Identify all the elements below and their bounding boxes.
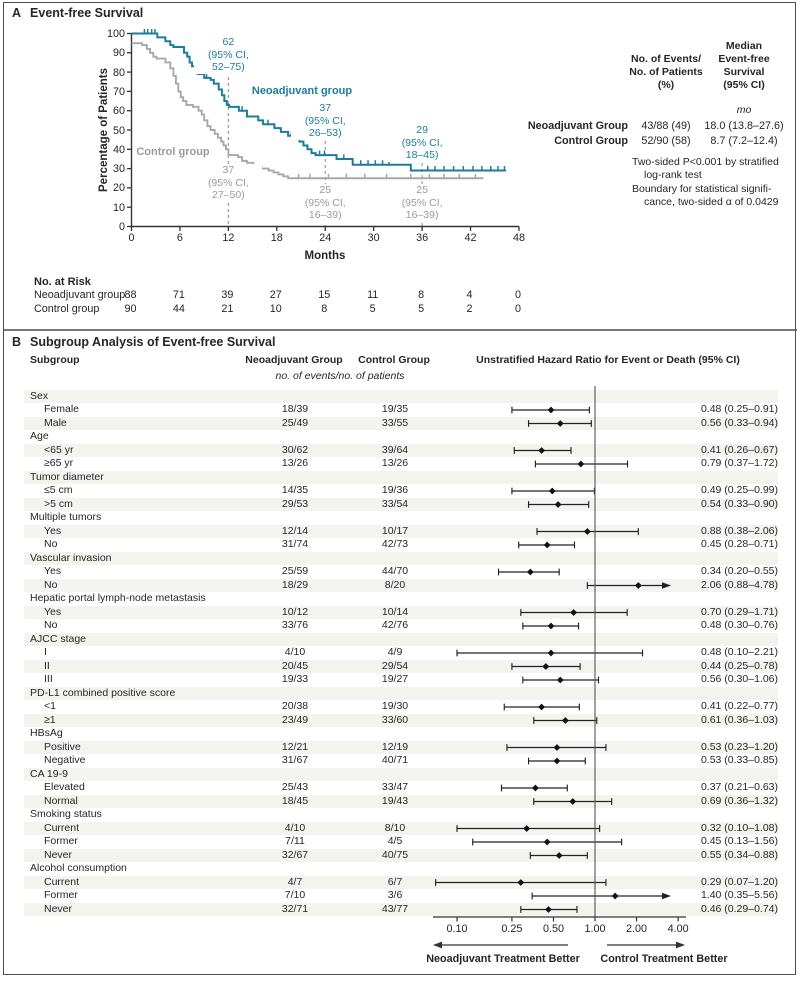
column-header-subgroup: Subgroup	[30, 354, 80, 366]
hr-diamond	[554, 744, 561, 751]
summary-header-line: Event-free	[718, 53, 770, 65]
km-y-tick-label: 60	[112, 105, 125, 118]
at-risk-value: 2	[466, 302, 473, 315]
summary-median-value: 8.7 (7.2–12.4)	[710, 135, 778, 147]
panel-b-title	[12, 335, 275, 349]
control-events-value: 19/27	[381, 673, 409, 685]
control-events-value: 19/30	[381, 700, 409, 712]
hazard-ratio-value: 1.40 (0.35–5.56)	[700, 889, 778, 901]
km-y-tick-label: 70	[112, 85, 125, 98]
km-y-tick-label: 40	[112, 143, 125, 156]
control-events-value: 8/20	[384, 578, 406, 591]
neoadjuvant-events-value: 19/33	[281, 673, 309, 685]
subgroup-row-label: Former	[44, 835, 78, 847]
control-events-value: 44/70	[381, 565, 409, 577]
km-x-tick-label: 48	[512, 232, 525, 244]
at-risk-value: 44	[172, 302, 185, 315]
at-risk-value: 21	[221, 302, 234, 315]
milestone-annotation-line: 29	[416, 124, 428, 136]
at-risk-value: 8	[418, 289, 425, 301]
subgroup-row-label: Sex	[30, 389, 49, 402]
milestone-annotation-line: 62	[222, 36, 235, 48]
subgroup-row-label: CA 19-9	[30, 767, 68, 780]
subgroup-row-label: Male	[44, 416, 67, 429]
at-risk-value: 5	[418, 302, 425, 315]
subgroup-row-label: Negative	[44, 754, 86, 766]
milestone-annotation-control	[388, 184, 456, 222]
km-x-tick-label: 36	[416, 232, 429, 244]
column-header-hazard-ratio: Unstratified Hazard Ratio for Event or Death (95% CI)	[476, 354, 740, 366]
subgroup-row-label: Positive	[44, 740, 81, 753]
hr-diamond	[538, 447, 545, 454]
at-risk-value: 15	[318, 289, 331, 301]
subgroup-row-label: Normal	[44, 794, 78, 807]
at-risk-value: 88	[124, 289, 137, 301]
subgroup-row-label: Female	[44, 403, 80, 415]
control-events-value: 33/54	[381, 497, 409, 510]
hazard-ratio-value: 0.48 (0.30–0.76)	[700, 619, 778, 631]
milestone-annotation-neoadjuvant	[291, 102, 359, 140]
neoadjuvant-events-value: 30/62	[281, 443, 309, 456]
summary-header-line: No. of Events/	[630, 53, 701, 65]
control-events-value: 19/43	[381, 794, 409, 807]
control-better-arrowhead	[676, 942, 685, 949]
subgroup-row-label: I	[44, 646, 47, 658]
subgroup-row-label: Alcohol consumption	[30, 862, 127, 874]
at-risk-row-label: Control group	[34, 302, 100, 315]
panel-a-title	[12, 6, 143, 20]
control-events-value: 19/36	[381, 484, 409, 496]
hr-diamond	[635, 582, 642, 589]
forest-x-tick-label: 4.00	[667, 923, 689, 935]
hr-diamond	[548, 407, 555, 414]
at-risk-value: 11	[367, 289, 379, 301]
subgroup-row-label: Smoking status	[30, 808, 102, 820]
summary-header-line: (%)	[657, 79, 675, 91]
km-y-tick-label: 30	[112, 163, 125, 176]
summary-row-label: Neoadjuvant Group	[527, 120, 628, 132]
subgroup-row-label: <1	[44, 700, 56, 712]
forest-x-tick-label: 2.00	[626, 923, 648, 935]
control-events-value: 8/10	[384, 821, 406, 834]
hazard-ratio-value: 2.06 (0.88–4.78)	[700, 578, 778, 591]
control-events-value: 42/73	[381, 538, 409, 550]
control-events-value: 39/64	[381, 443, 409, 456]
km-x-tick-label: 24	[319, 232, 332, 244]
control-better-label: Control Treatment Better	[600, 953, 728, 965]
hazard-ratio-value: 0.34 (0.20–0.55)	[700, 565, 778, 577]
hazard-ratio-value: 0.56 (0.33–0.94)	[700, 416, 778, 429]
y-axis-label: Percentage of Patients	[98, 68, 110, 192]
hazard-ratio-value: 0.41 (0.26–0.67)	[700, 443, 778, 456]
control-events-value: 4/9	[387, 646, 403, 658]
hr-diamond	[569, 798, 576, 805]
hazard-ratio-value: 0.79 (0.37–1.72)	[700, 457, 778, 469]
hazard-ratio-value: 0.70 (0.29–1.71)	[700, 605, 778, 618]
hr-diamond	[544, 542, 551, 549]
hr-diamond	[577, 461, 584, 468]
milestone-annotation-line: 37	[222, 164, 235, 176]
hazard-ratio-value: 0.56 (0.30–1.06)	[700, 673, 778, 685]
summary-events-value: 52/90 (58)	[641, 135, 691, 147]
summary-header-line: Median	[725, 40, 763, 52]
km-x-tick-label: 30	[367, 232, 380, 244]
at-risk-row-label: Neoadjuvant group	[34, 289, 126, 301]
at-risk-value: 27	[269, 289, 282, 301]
forest-x-tick-label: 0.25	[501, 923, 523, 935]
control-events-value: 12/19	[381, 740, 409, 753]
milestone-annotation-control	[291, 184, 359, 222]
neoadjuvant-better-label: Neoadjuvant Treatment Better	[426, 953, 580, 965]
hr-diamond	[557, 420, 564, 427]
km-x-tick-label: 0	[128, 232, 135, 244]
control-events-value: 6/7	[387, 875, 403, 888]
hr-diamond	[523, 825, 530, 832]
control-events-value: 40/75	[381, 848, 409, 861]
stat-note-line: Boundary for statistical signifi-	[632, 183, 772, 195]
subgroup-row-label: Yes	[44, 565, 62, 577]
hazard-ratio-value: 0.44 (0.25–0.78)	[700, 659, 778, 672]
panel-a-title-text: Event-free Survival	[30, 6, 144, 20]
hazard-ratio-value: 0.29 (0.07–1.20)	[700, 875, 778, 888]
neoadjuvant-events-value: 4/10	[284, 646, 306, 658]
x-axis-label: Months	[304, 250, 346, 262]
neoadjuvant-events-value: 7/10	[284, 889, 306, 901]
control-events-value: 40/71	[381, 754, 409, 766]
subgroup-row-label: Current	[44, 875, 80, 888]
control-events-value: 3/6	[387, 889, 403, 901]
milestone-annotation-line: 18–45)	[405, 149, 439, 161]
hazard-ratio-value: 0.45 (0.13–1.56)	[700, 835, 778, 847]
subgroup-row-label: No	[44, 619, 58, 631]
neoadjuvant-events-value: 12/21	[281, 740, 309, 753]
hr-diamond	[538, 704, 545, 711]
subgroup-row-label: Elevated	[44, 781, 85, 793]
neoadjuvant-events-value: 25/49	[281, 416, 309, 429]
at-risk-value: 39	[221, 289, 234, 301]
hr-diamond	[554, 758, 561, 765]
summary-median-header	[684, 40, 800, 92]
control-curve-label: Control group	[136, 146, 210, 158]
summary-unit: mo	[736, 104, 752, 116]
forest-x-tick-label: 0.10	[446, 923, 468, 935]
control-events-value: 42/76	[381, 619, 409, 631]
km-y-tick-label: 50	[112, 124, 125, 137]
control-events-value: 10/14	[381, 605, 409, 618]
hr-diamond	[584, 528, 591, 535]
control-events-value: 43/77	[381, 902, 409, 915]
summary-events-value: 43/88 (49)	[641, 120, 691, 132]
neoadjuvant-better-arrowhead	[433, 942, 442, 949]
km-y-tick-label: 0	[118, 221, 125, 233]
neoadjuvant-events-value: 4/10	[284, 821, 306, 834]
neoadjuvant-events-value: 33/76	[281, 619, 309, 631]
neoadjuvant-events-value: 23/49	[281, 713, 309, 726]
neoadjuvant-events-value: 18/45	[281, 794, 309, 807]
subgroup-row-label: HBsAg	[30, 727, 63, 739]
stat-note-line: Two-sided P<0.001 by stratified	[632, 156, 779, 168]
hr-diamond	[548, 623, 555, 630]
hr-diamond	[555, 501, 562, 508]
milestone-annotation-line: 27–50)	[212, 189, 245, 201]
neoadjuvant-events-value: 20/38	[281, 700, 309, 712]
hr-diamond	[544, 839, 551, 846]
hazard-ratio-value: 0.48 (0.25–0.91)	[700, 403, 778, 415]
hazard-ratio-value: 0.69 (0.36–1.32)	[700, 794, 778, 807]
control-events-value: 10/17	[381, 524, 409, 537]
summary-header-line: No. of Patients	[629, 66, 703, 78]
at-risk-value: 5	[369, 302, 376, 315]
milestone-annotation-line: (95% CI,	[304, 196, 346, 209]
subgroup-row-label: Never	[44, 848, 73, 861]
neoadjuvant-events-value: 18/29	[281, 578, 309, 591]
hr-diamond	[562, 717, 569, 724]
hazard-ratio-value: 0.46 (0.29–0.74)	[700, 902, 778, 915]
hazard-ratio-value: 0.53 (0.23–1.20)	[700, 740, 778, 753]
milestone-annotation-line: 16–39)	[405, 209, 439, 221]
milestone-annotation-line: (95% CI,	[207, 48, 249, 61]
subgroup-row-label: <65 yr	[44, 443, 74, 456]
events-per-patients-subheader: no. of events/no. of patients	[275, 370, 405, 382]
neoadjuvant-events-value: 18/39	[281, 403, 309, 415]
km-x-tick-label: 6	[176, 232, 183, 244]
subgroup-row-label: PD-L1 combined positive score	[30, 686, 176, 699]
control-events-value: 33/55	[381, 416, 409, 429]
subgroup-row-label: Current	[44, 821, 80, 834]
milestone-annotation-line: 16–39)	[308, 209, 342, 221]
milestone-annotation-line: (95% CI,	[207, 176, 249, 189]
subgroup-row-label: Multiple tumors	[30, 511, 102, 523]
hazard-ratio-value: 0.49 (0.25–0.99)	[700, 484, 778, 496]
stat-note-line: cance, two-sided α of 0.0429	[644, 196, 779, 208]
subgroup-row-label: ≤5 cm	[44, 484, 73, 496]
neoadjuvant-events-value: 29/53	[281, 497, 309, 510]
neoadjuvant-events-value: 31/74	[281, 538, 309, 550]
hr-diamond	[532, 785, 539, 792]
hr-diamond	[548, 650, 555, 657]
km-y-tick-label: 20	[112, 182, 125, 195]
subgroup-row-label: Vascular invasion	[30, 551, 112, 564]
hazard-ratio-value: 0.32 (0.10–1.08)	[700, 821, 778, 834]
milestone-annotation-line: 37	[319, 102, 332, 114]
control-events-value: 33/60	[381, 713, 409, 726]
km-y-tick-label: 90	[112, 47, 125, 60]
milestone-annotation-line: 25	[416, 184, 428, 196]
hr-diamond	[557, 677, 564, 684]
hr-diamond	[612, 893, 619, 900]
milestone-annotation-line: 25	[319, 184, 332, 196]
summary-median-value: 18.0 (13.8–27.6)	[704, 120, 784, 132]
subgroup-row-label: III	[44, 673, 53, 685]
hr-diamond	[549, 488, 556, 495]
control-events-value: 19/35	[381, 403, 409, 415]
panel-b-title-text: Subgroup Analysis of Event-free Survival	[30, 335, 276, 349]
km-y-tick-label: 10	[112, 201, 125, 214]
hr-diamond	[545, 906, 552, 913]
milestone-annotation-neoadjuvant	[194, 36, 262, 74]
neoadjuvant-events-value: 32/71	[281, 902, 309, 915]
hr-diamond	[556, 852, 563, 859]
summary-header-line: Survival	[723, 66, 765, 78]
hazard-ratio-value: 0.88 (0.38–2.06)	[700, 524, 778, 537]
neoadjuvant-events-value: 31/67	[281, 754, 309, 766]
subgroup-row-label: Yes	[44, 524, 62, 537]
hr-diamond	[527, 569, 534, 576]
hazard-ratio-value: 0.53 (0.33–0.85)	[700, 754, 778, 766]
control-events-value: 4/5	[387, 835, 403, 847]
subgroup-row-label: Age	[30, 430, 49, 442]
subgroup-row-label: ≥65 yr	[44, 457, 74, 469]
neoadjuvant-curve-label: Neoadjuvant group	[251, 85, 353, 97]
km-x-tick-label: 42	[464, 232, 477, 244]
milestone-annotation-line: 26–53)	[308, 127, 342, 139]
neoadjuvant-events-value: 20/45	[281, 659, 309, 672]
neoadjuvant-events-value: 12/14	[281, 524, 309, 537]
neoadjuvant-events-value: 4/7	[287, 875, 303, 888]
neoadjuvant-events-value: 7/11	[285, 835, 305, 847]
at-risk-value: 0	[514, 289, 521, 301]
forest-x-tick-label: 0.50	[542, 923, 564, 935]
milestone-annotation-line: 52–75)	[212, 61, 245, 73]
subgroup-row-label: Tumor diameter	[30, 470, 104, 483]
hazard-ratio-value: 0.45 (0.28–0.71)	[700, 538, 778, 550]
panel-b-letter: B	[12, 335, 22, 349]
forest-x-tick-label: 1.00	[584, 923, 606, 935]
at-risk-value: 8	[321, 302, 328, 315]
hazard-ratio-value: 0.55 (0.34–0.88)	[700, 848, 778, 861]
neoadjuvant-events-value: 25/43	[281, 781, 309, 793]
hr-diamond	[570, 609, 577, 616]
hazard-ratio-value: 0.48 (0.10–2.21)	[700, 646, 778, 658]
milestone-annotation-control	[194, 164, 262, 202]
hazard-ratio-value: 0.61 (0.36–1.03)	[700, 713, 778, 726]
km-y-tick-label: 80	[112, 66, 125, 79]
at-risk-value: 10	[269, 302, 282, 315]
neoadjuvant-events-value: 14/35	[281, 484, 309, 496]
hr-diamond	[517, 879, 524, 886]
hazard-ratio-value: 0.41 (0.22–0.77)	[700, 700, 778, 712]
neoadjuvant-events-value: 25/59	[281, 565, 309, 577]
subgroup-row-label: II	[44, 659, 50, 672]
summary-header-line: (95% CI)	[723, 79, 765, 91]
neoadjuvant-events-value: 32/67	[281, 848, 309, 861]
milestone-annotation-line: (95% CI,	[401, 196, 443, 209]
subgroup-row-label: Hepatic portal lymph-node metastasis	[30, 592, 206, 604]
column-header-neoadjuvant: Neoadjuvant Group	[245, 354, 343, 366]
km-y-tick-label: 100	[106, 28, 125, 40]
at-risk-value: 4	[466, 289, 473, 301]
km-x-tick-label: 12	[222, 232, 235, 244]
hazard-ratio-value: 0.54 (0.33–0.90)	[700, 497, 778, 510]
hr-diamond	[542, 663, 549, 670]
neoadjuvant-events-value: 13/26	[281, 457, 309, 469]
subgroup-row-label: Never	[44, 902, 73, 915]
subgroup-row-label: Former	[44, 889, 78, 901]
subgroup-row-label: ≥1	[44, 713, 56, 726]
subgroup-row-label: No	[44, 578, 58, 591]
at-risk-value: 90	[124, 302, 137, 315]
control-events-value: 29/54	[381, 659, 409, 672]
control-events-value: 13/26	[381, 457, 409, 469]
at-risk-title: No. at Risk	[34, 276, 91, 288]
subgroup-row-label: Yes	[44, 605, 62, 618]
stat-note-line: log-rank test	[644, 169, 702, 181]
km-x-tick-label: 18	[270, 232, 283, 244]
milestone-annotation-line: (95% CI,	[401, 136, 443, 149]
at-risk-value: 0	[514, 302, 521, 315]
column-header-control: Control Group	[358, 354, 430, 366]
hazard-ratio-value: 0.37 (0.21–0.63)	[700, 781, 778, 793]
subgroup-row-label: AJCC stage	[30, 632, 87, 645]
panel-a-letter: A	[12, 6, 22, 20]
milestone-annotation-line: (95% CI,	[304, 114, 346, 127]
subgroup-row-label: >5 cm	[44, 497, 73, 510]
neoadjuvant-events-value: 10/12	[281, 605, 309, 618]
control-events-value: 33/47	[381, 781, 409, 793]
at-risk-value: 71	[172, 289, 185, 301]
subgroup-row-label: No	[44, 538, 58, 550]
summary-row-label: Control Group	[554, 135, 628, 147]
